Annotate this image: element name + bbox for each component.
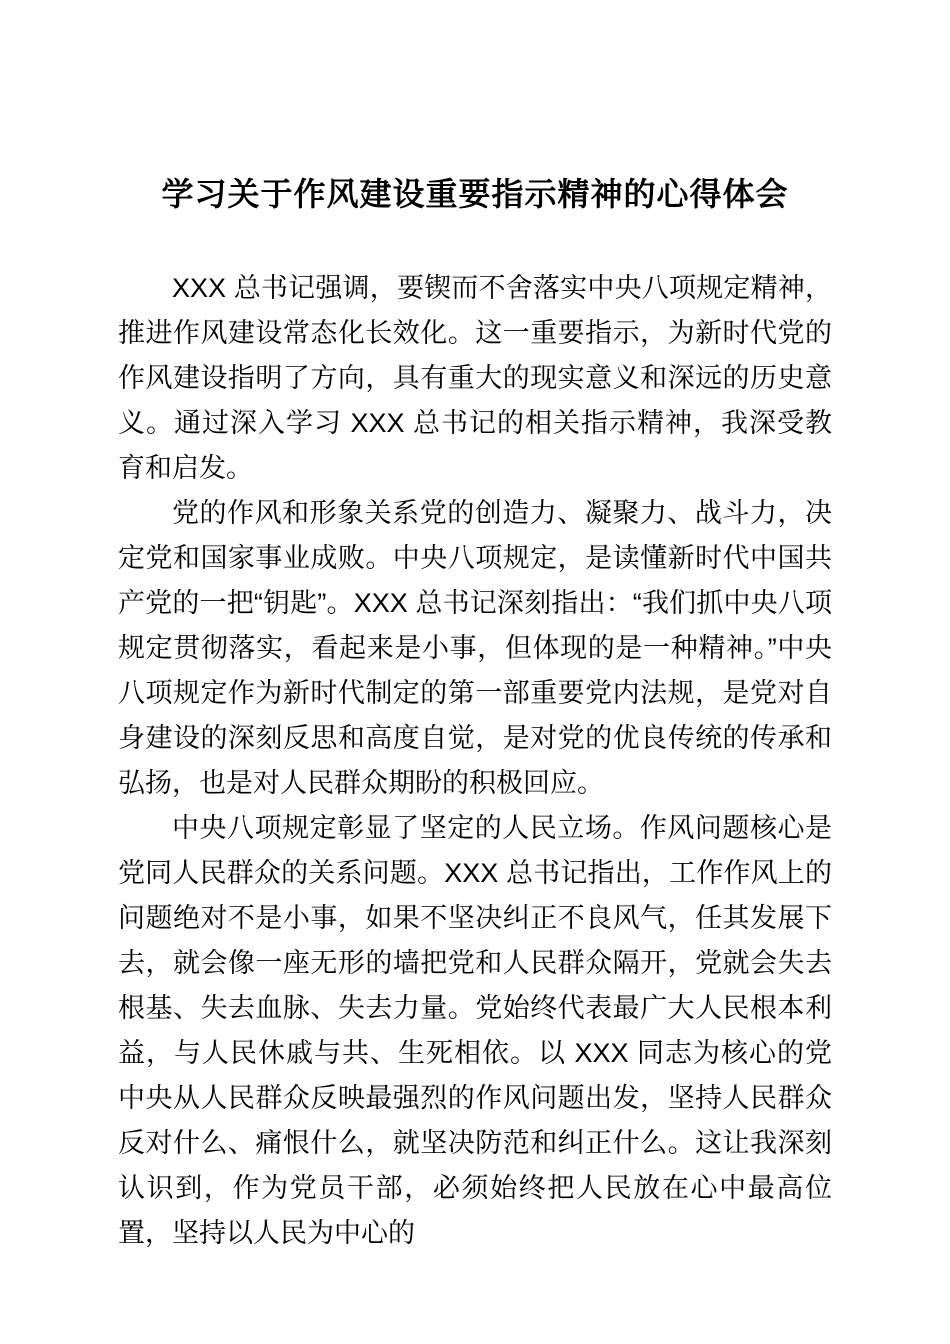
document-title: 学习关于作风建设重要指示精神的心得体会 (161, 176, 789, 212)
paragraph-people-stance: 中央八项规定彰显了坚定的人民立场。作风问题核心是党同人民群众的关系问题。XXX 总书记指出，工作作风上的问题绝对不是小事，如果不坚决纠正不良风气，任其发展下去，就会像一座无形的墙把党和人民群众隔开，党就会失去根基、失去血脉、失去力量。党始终代表最广大人民根本利益，与人民休戚与共、生死相依。以 XXX 同志为核心的党中央从人民群众反映最强烈的作风问题出发，坚持人民群众反对什么、痛恨什么，就坚决防范和纠正什么。这让我深刻认识到，作为党员干部，必须始终把人民放在心中最高位置，坚持以人民为中心的 (118, 813, 832, 1248)
paragraph-intro: XXX 总书记强调，要锲而不舍落实中央八项规定精神，推进作风建设常态化长效化。这一重要指示，为新时代党的作风建设指明了方向，具有重大的现实意义和深远的历史意义。通过深入学习 XXX 总书记的相关指示精神，我深受教育和启发。 (118, 273, 832, 483)
document-body (118, 266, 832, 1256)
paragraph-eight-regulations: 党的作风和形象关系党的创造力、凝聚力、战斗力，决定党和国家事业成败。中央八项规定，是读懂新时代中国共产党的一把“钥匙”。XXX 总书记深刻指出：“我们抓中央八项规定贯彻落实，看起来是小事，但体现的是一种精神。”中央八项规定作为新时代制定的第一部重要党内法规，是党对自身建设的深刻反思和高度自觉，是对党的优良传统的传承和弘扬，也是对人民群众期盼的积极回应。 (118, 498, 832, 798)
